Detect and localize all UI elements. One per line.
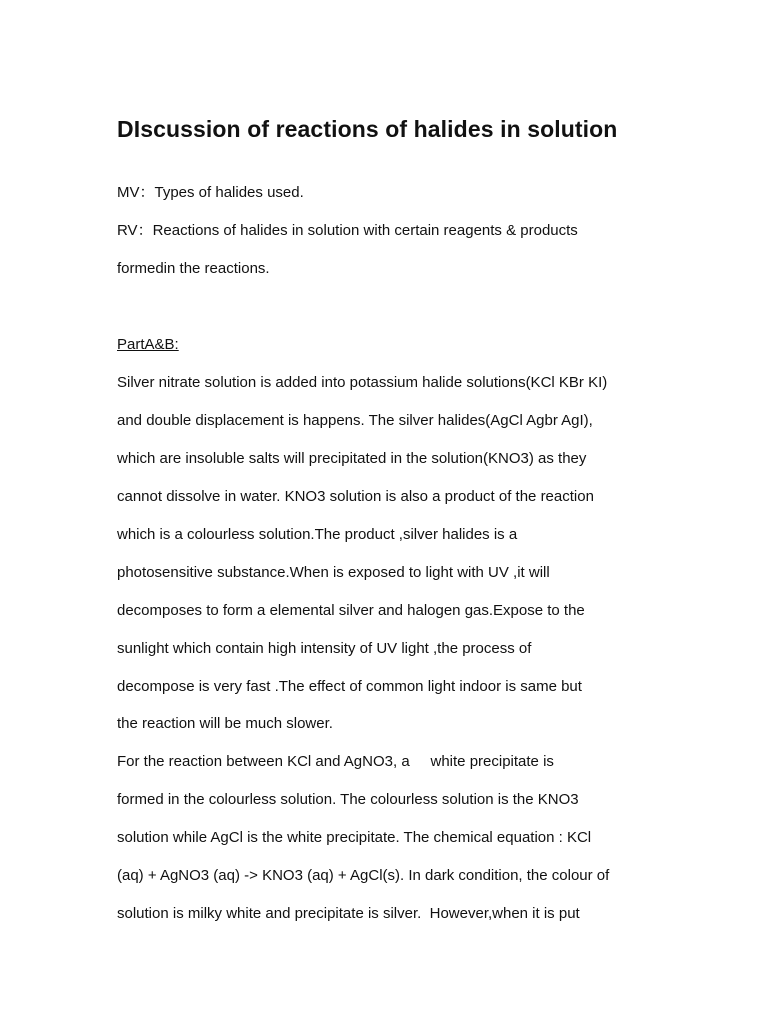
body-line: which are insoluble salts will precipitated in the solution(KNO3) as they (117, 450, 587, 467)
section-heading: PartA&B: (117, 336, 179, 353)
body-line: solution while AgCl is the white precipitate. The chemical equation : KCl (117, 829, 592, 846)
body-line: Silver nitrate solution is added into potassium halide solutions(KCl KBr KI) (117, 374, 608, 391)
body-line: and double displacement is happens. The silver halides(AgCl Agbr AgI), (117, 412, 593, 429)
body-line: solution is milky white and precipitate is silver. However,when it is put (117, 905, 580, 922)
body-line: decompose is very fast .The effect of common light indoor is same but (117, 678, 582, 695)
mv-line: MV：Types of halides used. (117, 184, 304, 201)
document-title: DIscussion of reactions of halides in solution (117, 116, 618, 142)
body-line: (aq) + AgNO3 (aq) -> KNO3 (aq) + AgCl(s). In dark condition, the colour of (117, 867, 610, 884)
body-line: formed in the colourless solution. The colourless solution is the KNO3 (117, 791, 579, 808)
body-line: photosensitive substance.When is exposed to light with UV ,it will (117, 564, 550, 581)
body-line: which is a colourless solution.The product ,silver halides is a (117, 526, 518, 543)
body-line: the reaction will be much slower. (117, 715, 333, 732)
rv-line-2: formedin the reactions. (117, 260, 270, 277)
rv-line-1: RV：Reactions of halides in solution with certain reagents & products (117, 222, 578, 239)
body-line: cannot dissolve in water. KNO3 solution is also a product of the reaction (117, 488, 594, 505)
body-line: sunlight which contain high intensity of UV light ,the process of (117, 640, 532, 657)
body-line: decomposes to form a elemental silver and halogen gas.Expose to the (117, 602, 585, 619)
body-line: For the reaction between KCl and AgNO3, a white precipitate is (117, 753, 554, 770)
